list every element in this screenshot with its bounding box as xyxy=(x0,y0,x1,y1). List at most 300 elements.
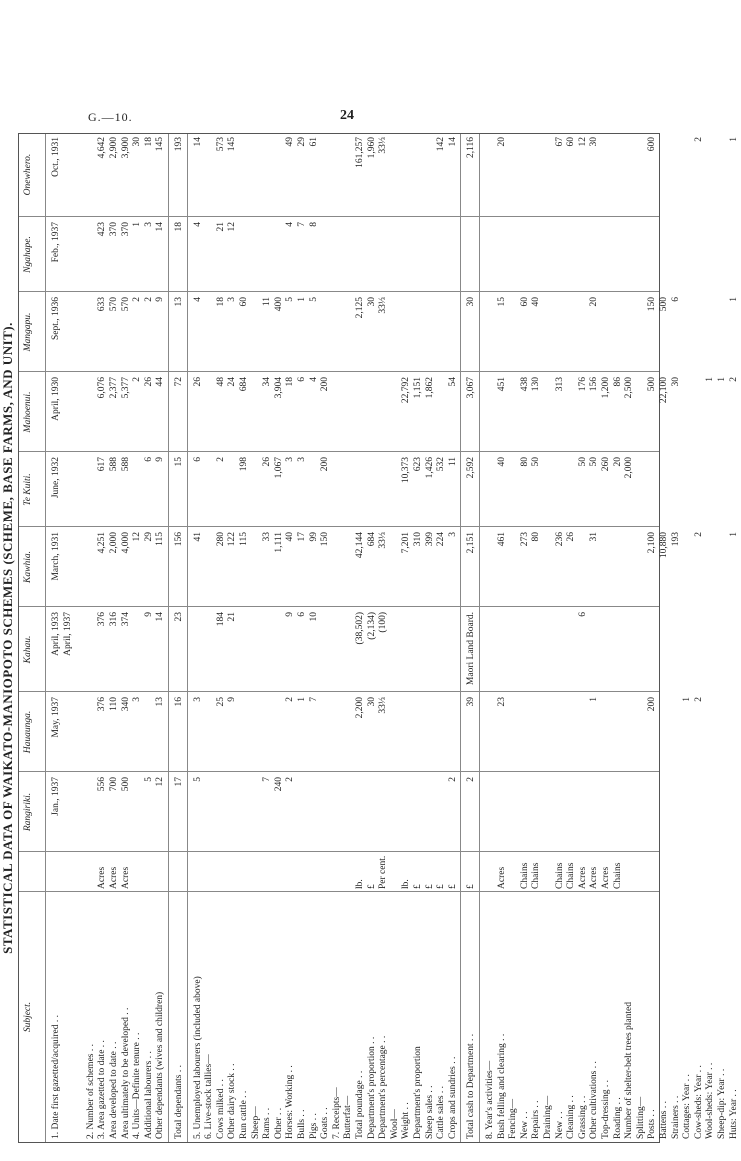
table-cell: 184 xyxy=(215,612,226,627)
column-header: Ngahape. xyxy=(23,236,33,273)
table-cell: 600 xyxy=(647,137,658,152)
table-cell: 14 xyxy=(155,222,166,232)
table-cell: 44 xyxy=(155,377,166,387)
row-unit: £ xyxy=(466,884,477,889)
table-cell: 1,200 xyxy=(601,377,611,399)
column-divider xyxy=(19,371,659,372)
row-subject: Cottages: Year . . xyxy=(682,1074,693,1139)
table-cell: 2 xyxy=(466,777,477,782)
table-cell: 193 xyxy=(670,532,681,547)
table-cell: 30 xyxy=(366,297,377,307)
table-cell: 10 xyxy=(308,612,319,622)
table-cell: 3 xyxy=(447,532,458,537)
section-divider xyxy=(187,134,188,1142)
table-cell: 115 xyxy=(239,532,249,546)
table-cell: 20 xyxy=(589,297,600,307)
table-cell: 33⅓ xyxy=(378,697,389,714)
table-cell: 2 xyxy=(132,377,143,382)
table-cell: 4 xyxy=(308,377,319,382)
table-cell: 30 xyxy=(132,137,143,147)
table-cell: 1,862 xyxy=(424,377,435,399)
table-cell: April, 1930 xyxy=(51,377,61,421)
row-subject: Other dairy stock . . xyxy=(227,1063,238,1139)
table-cell: 1 xyxy=(297,697,307,702)
table-cell: 224 xyxy=(436,532,447,547)
table-cell: 200 xyxy=(647,697,658,712)
row-subject: Pigs . . xyxy=(308,1113,319,1139)
column-divider xyxy=(19,216,659,217)
table-cell: 399 xyxy=(424,532,435,547)
row-subject: Number of shelter-belt trees planted xyxy=(624,1002,635,1139)
table-cell: 11 xyxy=(262,297,273,307)
row-subject: Department's proportion xyxy=(413,1046,423,1139)
table-cell: 1,151 xyxy=(413,377,423,399)
table-cell: 7 xyxy=(262,777,273,782)
row-subject: Rams . . xyxy=(262,1107,273,1139)
table-cell: 3,904 xyxy=(273,377,284,399)
table-cell: 623 xyxy=(413,457,423,472)
table-cell: 240 xyxy=(273,777,284,792)
table-cell: May, 1937 xyxy=(51,697,61,738)
row-subject: Crops and sundries . . xyxy=(447,1056,458,1139)
table-cell: 2 xyxy=(447,777,458,782)
row-subject: Draining— xyxy=(543,1095,553,1139)
row-subject: Wool-sheds: Year . . xyxy=(705,1062,716,1139)
statistics-table xyxy=(18,133,739,1143)
table-cell: 142 xyxy=(436,137,447,152)
table-cell: 532 xyxy=(436,457,447,472)
table-cell: 25 xyxy=(215,697,226,707)
row-unit: £ xyxy=(413,884,423,889)
table-cell: 176 xyxy=(577,377,588,392)
table-cell: 2 xyxy=(693,697,704,702)
table-cell: 3 xyxy=(192,697,203,702)
row-subject: Butterfat— xyxy=(343,1095,354,1139)
table-cell: (38,502) xyxy=(355,612,365,645)
table-cell: 42,144 xyxy=(355,532,365,559)
table-cell: 310 xyxy=(413,532,423,547)
table-cell: 280 xyxy=(215,532,226,547)
table-cell: 370 xyxy=(120,222,131,237)
table-cell: 6 xyxy=(297,612,307,617)
table-cell: 1 xyxy=(589,697,600,702)
table-cell: 50 xyxy=(577,457,588,467)
table-cell: 4 xyxy=(192,297,203,302)
row-subject: Area developed to date . . xyxy=(109,1041,119,1139)
row-subject: Cleaning . . xyxy=(566,1095,577,1139)
table-cell: 700 xyxy=(109,777,119,792)
row-subject: Other . . xyxy=(273,1107,284,1139)
table-cell: 14 xyxy=(192,137,203,147)
table-cell: 6 xyxy=(577,612,588,617)
column-header: Hauaunga. xyxy=(23,710,33,754)
table-cell: 110 xyxy=(109,697,119,711)
row-subject: Total cash to Department . . xyxy=(466,1033,477,1139)
table-cell: 1 xyxy=(297,297,307,302)
table-cell: 14 xyxy=(155,612,166,622)
table-cell: 29 xyxy=(143,532,154,542)
table-cell: 60 xyxy=(519,297,530,307)
table-cell: 2,125 xyxy=(355,297,365,319)
table-cell: 48 xyxy=(215,377,226,387)
row-subject: Other dependants (wives and children) xyxy=(155,991,166,1139)
row-subject: Splitting— xyxy=(635,1096,646,1139)
row-unit: Acres xyxy=(109,866,119,889)
row-subject: Cow-sheds: Year . . xyxy=(693,1065,704,1139)
table-cell: 10,880 xyxy=(659,532,669,559)
table-cell: 2 xyxy=(215,457,226,462)
table-cell: 10,373 xyxy=(401,457,412,484)
table-cell: 26 xyxy=(143,377,154,387)
table-cell: 14 xyxy=(447,137,458,147)
table-cell: 438 xyxy=(519,377,530,392)
table-cell: 20 xyxy=(496,137,507,147)
table-cell: 18 xyxy=(174,222,184,232)
row-subject: Area ultimately to be developed . . xyxy=(120,1007,131,1139)
table-cell: 1 xyxy=(132,222,143,227)
table-cell: 33⅓ xyxy=(378,137,389,154)
row-unit: £ xyxy=(436,884,447,889)
table-cell: 33⅓ xyxy=(378,297,389,314)
row-unit: Acres xyxy=(120,866,131,889)
row-subject: Cattle sales . . xyxy=(436,1085,447,1139)
table-cell: 1 xyxy=(728,137,739,142)
table-cell: Jan., 1937 xyxy=(51,777,61,816)
table-cell: 18 xyxy=(215,297,226,307)
table-cell: 313 xyxy=(554,377,565,392)
row-unit: Chains xyxy=(519,862,530,889)
table-cell: 11 xyxy=(447,457,458,467)
table-cell: 573 xyxy=(215,137,226,152)
table-cell: 2 xyxy=(285,777,296,782)
table-cell: 1,111 xyxy=(273,532,284,553)
row-subject: Department's percentage . . xyxy=(378,1035,389,1139)
row-subject: Additional labourers . . xyxy=(143,1051,154,1139)
row-subject: Sheep-dip: Year . . xyxy=(717,1068,727,1139)
table-cell: 161,257 xyxy=(355,137,365,168)
row-subject: 5. Unemployed labourers (included above) xyxy=(192,976,203,1139)
table-cell: 2,151 xyxy=(466,532,477,554)
row-subject: Roading . . xyxy=(612,1097,623,1139)
table-cell: 4 xyxy=(285,222,296,227)
table-cell: 3,067 xyxy=(466,377,477,399)
table-cell: 21 xyxy=(215,222,226,232)
table-cell: 193 xyxy=(174,137,184,152)
table-cell: 12 xyxy=(132,532,143,542)
row-subject: Top-dressing . . xyxy=(601,1080,611,1139)
table-cell: 200 xyxy=(320,457,331,472)
table-cell: 12 xyxy=(577,137,588,147)
table-cell: 2 xyxy=(728,377,739,382)
row-subject: Horses: Working . . xyxy=(285,1065,296,1139)
row-subject: Battens . . xyxy=(659,1101,669,1139)
table-cell: 115 xyxy=(155,532,166,546)
table-cell: 588 xyxy=(109,457,119,472)
table-cell: 374 xyxy=(120,612,131,627)
table-cell: 684 xyxy=(239,377,249,392)
table-cell: 236 xyxy=(554,532,565,547)
table-cell: 260 xyxy=(601,457,611,472)
table-cell: 31 xyxy=(589,532,600,542)
row-subject: Repairs . . xyxy=(531,1100,542,1139)
table-cell: 376 xyxy=(97,697,108,712)
table-cell: 617 xyxy=(97,457,108,472)
table-cell: 2 xyxy=(132,297,143,302)
column-divider xyxy=(19,891,659,892)
row-subject: Other cultivations . . xyxy=(589,1061,600,1139)
table-cell: 6 xyxy=(143,457,154,462)
row-subject: New . . xyxy=(554,1111,565,1139)
row-subject: 8. Year's activities— xyxy=(485,1060,495,1139)
table-cell: 145 xyxy=(155,137,166,152)
table-cell: 2,592 xyxy=(466,457,477,479)
row-subject: 6. Live-stock tallies— xyxy=(204,1054,215,1139)
table-cell: 2,200 xyxy=(355,697,365,719)
row-unit: Acres xyxy=(97,866,108,889)
table-cell: 2 xyxy=(693,137,704,142)
table-cell: 61 xyxy=(308,137,319,147)
table-cell: Sept., 1936 xyxy=(51,297,61,341)
column-divider xyxy=(19,771,659,772)
table-cell: (2,134) xyxy=(366,612,377,640)
column-divider xyxy=(19,291,659,292)
row-unit: Chains xyxy=(612,862,623,889)
row-subject: Wool— xyxy=(389,1109,400,1139)
table-cell: 3 xyxy=(132,697,143,702)
table-cell: 1,960 xyxy=(366,137,377,159)
table-cell: 3,900 xyxy=(120,137,131,159)
rotated-page-content xyxy=(0,133,739,1143)
table-cell: 423 xyxy=(97,222,108,237)
table-cell: 2,000 xyxy=(109,532,119,554)
table-cell: 15 xyxy=(496,297,507,307)
row-subject: Strainers . . xyxy=(670,1095,681,1139)
table-cell: 2,100 xyxy=(647,532,658,554)
row-subject: 7. Receipts— xyxy=(331,1087,342,1139)
row-unit: £ xyxy=(424,884,435,889)
column-divider xyxy=(19,851,659,852)
table-cell: 9 xyxy=(155,457,166,462)
column-header: Mahoenui. xyxy=(23,391,33,433)
column-header: Rangiriki. xyxy=(23,792,33,832)
table-cell: 2,000 xyxy=(624,457,635,479)
table-cell: March, 1931 xyxy=(51,532,61,581)
row-subject: 4. Units—Definite tenure . . xyxy=(132,1032,143,1139)
column-divider xyxy=(19,526,659,527)
table-cell: 1,067 xyxy=(273,457,284,479)
table-cell: 20 xyxy=(612,457,623,467)
table-cell: 40 xyxy=(496,457,507,467)
table-cell: 9 xyxy=(155,297,166,302)
table-cell: 1 xyxy=(717,377,727,382)
table-cell: 6,076 xyxy=(97,377,108,399)
table-cell: 588 xyxy=(120,457,131,472)
table-cell: 30 xyxy=(670,377,681,387)
table-cell: 29 xyxy=(297,137,307,147)
page-reference: G.—10. xyxy=(88,110,133,124)
table-cell: 17 xyxy=(297,532,307,542)
row-subject: Cows milked . . xyxy=(215,1079,226,1139)
section-divider xyxy=(479,134,480,1142)
table-cell: 1 xyxy=(728,532,739,537)
row-unit: Chains xyxy=(566,862,577,889)
row-unit: £ xyxy=(447,884,458,889)
table-cell: 370 xyxy=(109,222,119,237)
row-unit: Acres xyxy=(589,866,600,889)
table-cell: 5 xyxy=(192,777,203,782)
column-header xyxy=(23,852,41,892)
table-cell: June, 1932 xyxy=(51,457,61,499)
table-cell: 18 xyxy=(285,377,296,387)
table-cell: 5 xyxy=(308,297,319,302)
table-cell: 99 xyxy=(308,532,319,542)
table-cell: 2,500 xyxy=(624,377,635,399)
table-cell: 9 xyxy=(285,612,296,617)
table-cell: 34 xyxy=(262,377,273,387)
table-cell: 22,100 xyxy=(659,377,669,404)
table-cell: 21 xyxy=(227,612,238,622)
table-cell: 13 xyxy=(174,297,184,307)
table-cell: 49 xyxy=(285,137,296,147)
row-unit: Acres xyxy=(577,866,588,889)
table-cell: Maori Land Board. xyxy=(466,612,477,686)
column-divider xyxy=(19,451,659,452)
row-subject: Weight . . xyxy=(401,1102,412,1139)
table-cell: 150 xyxy=(647,297,658,312)
table-cell: 23 xyxy=(496,697,507,707)
table-cell: 30 xyxy=(466,297,477,307)
table-cell: 4 xyxy=(192,222,203,227)
table-cell: 200 xyxy=(320,377,331,392)
table-cell: 316 xyxy=(109,612,119,627)
table-cell: 41 xyxy=(192,532,203,542)
table-cell: 18 xyxy=(143,137,154,147)
row-subject: Sheep sales . . xyxy=(424,1085,435,1139)
table-cell: 6 xyxy=(192,457,203,462)
table-cell: 4,251 xyxy=(97,532,108,554)
table-cell: 500 xyxy=(120,777,131,792)
table-cell: 3 xyxy=(297,457,307,462)
table-cell: 500 xyxy=(647,377,658,392)
row-subject: Department's proportion . . xyxy=(366,1036,377,1139)
row-unit: lb. xyxy=(401,879,412,889)
table-cell: April, 1937 xyxy=(62,612,73,656)
table-cell: 5 xyxy=(285,297,296,302)
table-cell: 17 xyxy=(174,777,184,787)
row-subject: Posts . . xyxy=(647,1109,658,1139)
table-cell: Feb., 1937 xyxy=(51,222,61,263)
table-cell: 570 xyxy=(109,297,119,312)
table-cell: (100) xyxy=(378,612,389,633)
column-header: Onewhero. xyxy=(23,153,33,196)
table-cell: 556 xyxy=(97,777,108,792)
section-divider xyxy=(168,134,169,1142)
column-header: Kawhia. xyxy=(23,551,33,583)
table-cell: 1,426 xyxy=(424,457,435,479)
table-cell: 273 xyxy=(519,532,530,547)
table-cell: 9 xyxy=(227,697,238,702)
table-cell: 12 xyxy=(227,222,238,232)
table-cell: 2,116 xyxy=(466,137,477,159)
table-cell: 4,642 xyxy=(97,137,108,159)
table-cell: 40 xyxy=(285,532,296,542)
table-cell: 150 xyxy=(320,532,331,547)
table-cell: 5 xyxy=(143,777,154,782)
table-cell: 2 xyxy=(693,532,704,537)
table-cell: 633 xyxy=(97,297,108,312)
row-subject: New . . xyxy=(519,1111,530,1139)
table-cell: 8 xyxy=(308,222,319,227)
table-cell: 7 xyxy=(308,697,319,702)
row-subject: Total dependants . . xyxy=(174,1065,184,1139)
table-cell: 2,377 xyxy=(109,377,119,399)
table-cell: 5,377 xyxy=(120,377,131,399)
table-cell: 376 xyxy=(97,612,108,627)
table-cell: 67 xyxy=(554,137,565,147)
table-cell: 24 xyxy=(227,377,238,387)
table-cell: 26 xyxy=(192,377,203,387)
table-cell: 6 xyxy=(297,377,307,382)
row-subject: 3. Area gazetted to date . . xyxy=(97,1040,108,1139)
column-divider xyxy=(19,691,659,692)
table-cell: 12 xyxy=(155,777,166,787)
row-subject: Run cattle . . xyxy=(239,1090,249,1139)
row-subject: Huts: Year . . xyxy=(728,1089,739,1139)
table-cell: 156 xyxy=(174,532,184,547)
table-cell: 39 xyxy=(466,697,477,707)
table-cell: 60 xyxy=(239,297,249,307)
table-cell: 72 xyxy=(174,377,184,387)
table-cell: 3 xyxy=(143,222,154,227)
table-cell: 7,201 xyxy=(401,532,412,554)
column-divider xyxy=(19,606,659,607)
row-unit: Chains xyxy=(531,862,542,889)
table-cell: 7 xyxy=(297,222,307,227)
row-unit: Per cent. xyxy=(378,855,389,889)
table-cell: 461 xyxy=(496,532,507,547)
row-unit: Acres xyxy=(496,866,507,889)
table-cell: 33 xyxy=(262,532,273,542)
row-unit: £ xyxy=(366,884,377,889)
table-cell: 23 xyxy=(174,612,184,622)
row-subject: Sheep— xyxy=(250,1106,261,1139)
table-cell: 33⅓ xyxy=(378,532,389,549)
row-subject: 1. Date first gazetted/acquired . . xyxy=(51,1015,61,1139)
table-cell: 3 xyxy=(227,297,238,302)
row-subject: Bulls . . xyxy=(297,1109,307,1139)
table-cell: 500 xyxy=(659,297,669,312)
table-cell: 9 xyxy=(143,612,154,617)
table-cell: 50 xyxy=(589,457,600,467)
document-title: STATISTICAL DATA OF WAIKATO-MANIOPOTO SCHEMES (SCHEME, BASE FARMS, AND UNIT). xyxy=(0,322,15,954)
row-subject: Goats . . xyxy=(320,1107,331,1139)
table-cell: 1 xyxy=(682,697,693,702)
table-cell: 1 xyxy=(728,297,739,302)
column-header: Mangapu. xyxy=(23,312,33,352)
row-subject: Bush felling and clearing . . xyxy=(496,1033,507,1139)
table-cell: 86 xyxy=(612,377,623,387)
table-cell: 13 xyxy=(155,697,166,707)
table-cell: 6 xyxy=(670,297,681,302)
table-cell: 2 xyxy=(285,697,296,702)
row-subject: 2. Number of schemes . . xyxy=(85,1044,96,1139)
table-cell: 451 xyxy=(496,377,507,392)
table-cell: 26 xyxy=(566,532,577,542)
table-cell: 145 xyxy=(227,137,238,152)
section-divider xyxy=(460,134,461,1142)
table-cell: 570 xyxy=(120,297,131,312)
table-cell: 130 xyxy=(531,377,542,392)
